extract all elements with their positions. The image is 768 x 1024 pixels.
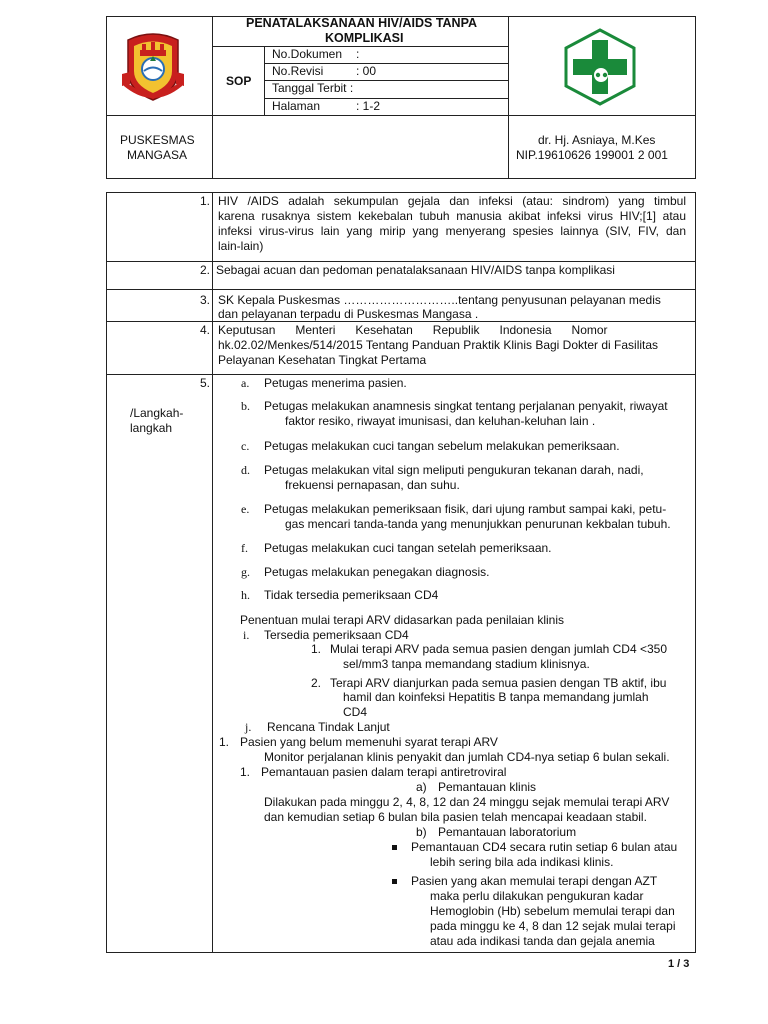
bullet-icon [392, 879, 397, 884]
item-i-text: Tersedia pemeriksaan CD4 [264, 628, 409, 642]
plan-2-text: Pemantauan pasien dalam terapi antiretroviral [261, 765, 507, 779]
monitor-a-detail: dan kemudian setiap 6 bulan bila pasien telah mencapai keadaan stabil. [264, 810, 647, 824]
section-3-number: 3. [199, 293, 210, 307]
item-j-text: Rencana Tindak Lanjut [267, 720, 390, 734]
step-text: faktor resiko, riwayat imunisasi, dan keluhan-keluhan lain . [285, 414, 596, 428]
step-letter: g. [241, 565, 250, 579]
city-emblem-logo [120, 28, 186, 102]
section-3-line2: dan pelayanan terpadu di Puskesmas Mangasa . [218, 307, 479, 321]
bullet-text: Pemantauan CD4 secara rutin setiap 6 bulan atau [411, 840, 678, 854]
step-letter: f. [241, 541, 248, 555]
bullet-text: Hemoglobin (Hb) sebelum memulai terapi dan [430, 904, 675, 918]
i-sub-number: 1. [311, 642, 322, 656]
field-label-halaman: Halaman [272, 99, 321, 113]
section-1-line: HIV /AIDS adalah sekumpulan gejala dan infeksi (atau: sindrom) yang timbul [218, 194, 686, 208]
step-text: Petugas melakukan cuci tangan sebelum melakukan pemeriksaan. [264, 439, 620, 453]
bullet-text: lebih sering bila ada indikasi klinis. [430, 855, 614, 869]
puskesmas-logo [561, 28, 639, 106]
step-text: Petugas melakukan vital sign meliputi pengukuran tekanan darah, nadi, [264, 463, 644, 477]
section-4-number: 4. [199, 323, 210, 337]
monitor-a-label: a) [416, 780, 427, 794]
i-sub-text: sel/mm3 tanpa memandang stadium klinisnya. [343, 657, 590, 671]
plan-1-number: 1. [219, 735, 230, 749]
i-sub-number: 2. [311, 676, 322, 690]
plan-1-text: Pasien yang belum memenuhi syarat terapi ARV [240, 735, 498, 749]
steps-side-label-1: /Langkah- [130, 406, 184, 420]
section-5-number: 5. [199, 376, 210, 390]
signer-nip: NIP.19610626 199001 2 001 [516, 148, 668, 162]
step-letter: b. [241, 399, 250, 413]
section-4-line: Pelayanan Kesehatan Tingkat Pertama [218, 353, 427, 367]
org-name-line1: PUSKESMAS [120, 133, 195, 147]
field-value-no-dokumen: : [356, 47, 360, 61]
item-j-letter: j. [245, 720, 252, 734]
step-letter: a. [241, 376, 250, 390]
steps-side-label-2: langkah [130, 421, 173, 435]
bullet-icon [392, 845, 397, 850]
bullet-text: Pasien yang akan memulai terapi dengan AZT [411, 874, 658, 888]
step-text: frekuensi pernapasan, dan suhu. [285, 478, 460, 492]
step-letter: d. [241, 463, 250, 477]
step-text: Petugas melakukan penegakan diagnosis. [264, 565, 490, 579]
step-text: Petugas melakukan cuci tangan setelah pemeriksaan. [264, 541, 552, 555]
step-text: Petugas melakukan pemeriksaan fisik, dari ujung rambut sampai kaki, petu- [264, 502, 667, 516]
step-letter: h. [241, 588, 250, 602]
monitor-b-label: b) [416, 825, 427, 839]
i-sub-text: hamil dan koinfeksi Hepatitis B tanpa memandang jumlah [343, 690, 649, 704]
section-1-line: lain-lain) [218, 239, 264, 253]
section-2-text: Sebagai acuan dan pedoman penatalaksanaan HIV/AIDS tanpa komplikasi [216, 263, 615, 277]
field-value-halaman: : 1-2 [356, 99, 381, 113]
section-1-number: 1. [199, 194, 210, 208]
document-title-line2: KOMPLIKASI [325, 31, 404, 45]
monitor-a-detail: Dilakukan pada minggu 2, 4, 8, 12 dan 24 minggu sejak memulai terapi ARV [264, 795, 670, 809]
section-4-line: Keputusan Menteri Kesehatan Republik Indonesia Nomor [218, 323, 608, 337]
i-sub-text: CD4 [343, 705, 368, 719]
document-title-line1: PENATALAKSANAAN HIV/AIDS TANPA [246, 16, 478, 30]
signer-name: dr. Hj. Asniaya, M.Kes [538, 133, 656, 147]
field-value-no-revisi: : 00 [356, 64, 377, 78]
step-text: Tidak tersedia pemeriksaan CD4 [264, 588, 439, 602]
plan-1-detail: Monitor perjalanan klinis penyakit dan jumlah CD4-nya setiap 6 bulan sekali. [264, 750, 670, 764]
i-sub-text: Mulai terapi ARV pada semua pasien dengan jumlah CD4 <350 [330, 642, 667, 656]
section-3-line1: SK Kepala Puskesmas ………………………..tentang penyusunan pelayanan medis [218, 293, 661, 307]
section-1-line: infeksi virus-virus lain yang mirip yang menyerang spesies lainnya (SIV, FIV, dan [218, 224, 686, 238]
step-letter: e. [241, 502, 250, 516]
monitor-b-text: Pemantauan laboratorium [438, 825, 577, 839]
bullet-text: maka perlu dilakukan pengukuran kadar [430, 889, 644, 903]
item-i-letter: i. [243, 628, 250, 642]
section-4-line: hk.02.02/Menkes/514/2015 Tentang Panduan Praktik Klinis Bagi Dokter di Fasilitas [218, 338, 659, 352]
section-2-number: 2. [199, 263, 210, 277]
bullet-text: pada minggu ke 4, 8 dan 12 sejak mulai terapi [430, 919, 676, 933]
field-label-no-dokumen: No.Dokumen [272, 47, 343, 61]
step-text: Petugas melakukan anamnesis singkat tentang perjalanan penyakit, riwayat [264, 399, 668, 413]
i-sub-text: Terapi ARV dianjurkan pada semua pasien dengan TB aktif, ibu [330, 676, 667, 690]
plan-2-number: 1. [240, 765, 251, 779]
step-letter: c. [241, 439, 250, 453]
arv-intro: Penentuan mulai terapi ARV didasarkan pada penilaian klinis [240, 613, 564, 627]
step-text: gas mencari tanda-tanda yang menunjukkan penurunan kekbalan tubuh. [285, 517, 671, 531]
step-text: Petugas menerima pasien. [264, 376, 407, 390]
section-1-line: karena rusaknya sistem kekebalan tubuh manusia akibat infeksi virus HIV;[1] atau [218, 209, 686, 223]
page-indicator: 1 / 3 [668, 958, 690, 970]
bullet-text: atau ada indikasi tanda dan gejala anemia [430, 934, 655, 948]
sop-label: SOP [226, 74, 252, 88]
field-label-tanggal-terbit: Tanggal Terbit : [272, 81, 354, 95]
monitor-a-text: Pemantauan klinis [438, 780, 537, 794]
org-name-line2: MANGASA [127, 148, 188, 162]
field-label-no-revisi: No.Revisi [272, 64, 324, 78]
